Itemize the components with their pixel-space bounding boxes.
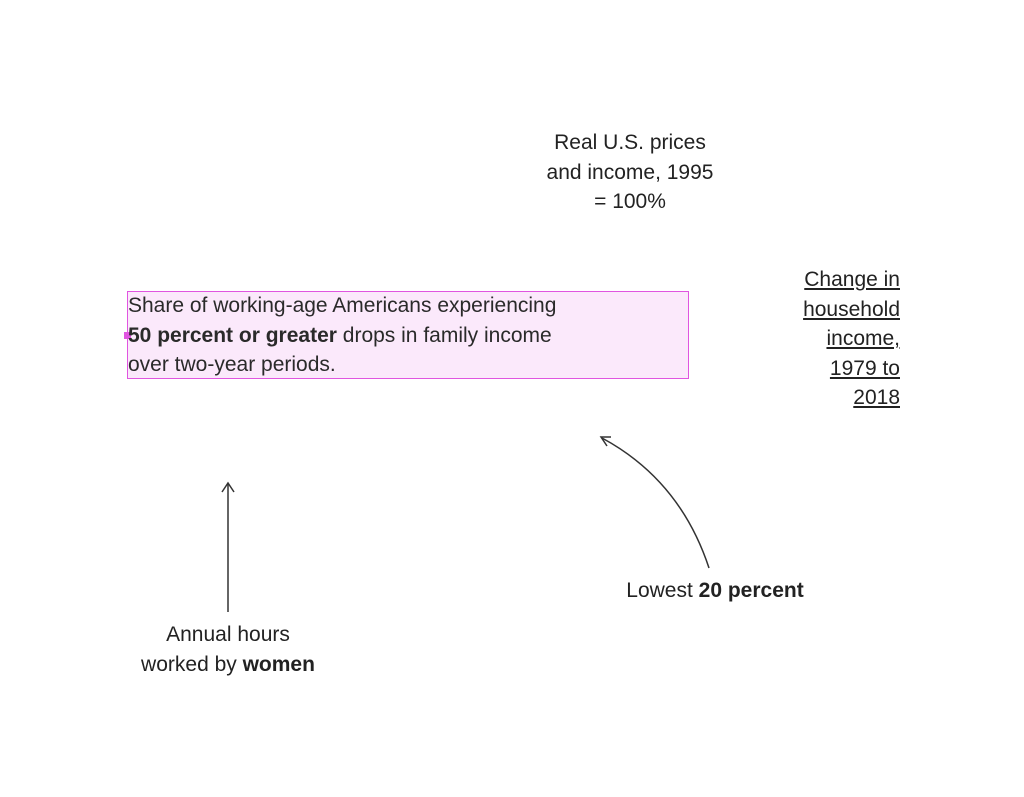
household-line-2: household xyxy=(803,297,900,321)
household-line-1: Change in xyxy=(804,268,900,291)
prices-line-2: and income, 1995 xyxy=(546,160,714,184)
share-line-3: over two-year periods. xyxy=(128,353,336,376)
lowest-prefix: Lowest xyxy=(626,579,699,602)
household-line-4: 1979 to xyxy=(829,356,900,380)
hours-line-2-prefix: worked by xyxy=(141,652,243,676)
lowest-percent-annotation[interactable] xyxy=(600,576,830,606)
hours-line-2 xyxy=(110,650,346,680)
share-line-2-bold: 50 percent or greater xyxy=(128,323,337,347)
curved-arrow[interactable] xyxy=(601,437,709,568)
share-line-1: Share of working-age Americans experiencing xyxy=(128,294,557,317)
hours-line-2-bold: women xyxy=(242,652,315,676)
annual-hours-annotation[interactable] xyxy=(110,620,346,679)
prices-line-3: = 100% xyxy=(594,190,666,213)
share-line-2-rest: drops in family income xyxy=(336,323,552,347)
prices-line-1: Real U.S. prices xyxy=(554,131,706,154)
household-line-5: 2018 xyxy=(853,386,900,409)
vertical-arrow[interactable] xyxy=(222,483,234,612)
lowest-bold: 20 percent xyxy=(698,579,804,602)
household-line-3: income, xyxy=(826,327,900,350)
hours-line-1: Annual hours xyxy=(166,623,290,646)
